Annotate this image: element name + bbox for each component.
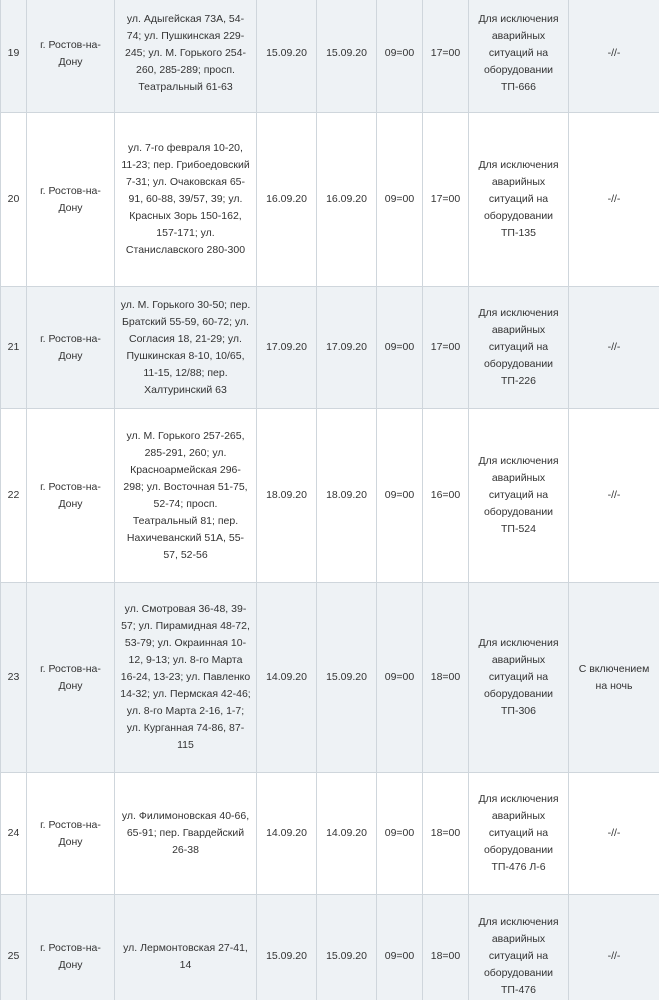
- row-note-cell: [569, 773, 659, 895]
- row-time-from: 09=00: [384, 193, 415, 205]
- row-address: ул. Адыгейская 73А, 54-74; ул. Пушкинская 229-245; ул. М. Горького 254-260, 285-289; просп. Театральный 61-63: [125, 13, 246, 93]
- row-date-from: 14.09.20: [266, 671, 307, 683]
- row-time-from-cell: [377, 409, 423, 583]
- row-time-from: 09=00: [384, 489, 415, 501]
- row-reason-cell: [469, 409, 569, 583]
- row-date-from: 17.09.20: [266, 341, 307, 353]
- row-note: -//-: [607, 193, 621, 205]
- row-note-cell: [569, 895, 659, 1000]
- row-date-from: 15.09.20: [266, 950, 307, 962]
- row-number-cell: [1, 583, 27, 773]
- row-time-to-cell: [423, 773, 469, 895]
- row-city-cell: [27, 773, 115, 895]
- row-date-to-cell: [317, 895, 377, 1000]
- row-reason: Для исключения аварийных ситуаций на оборудовании ТП-524: [478, 455, 559, 535]
- row-date-to: 15.09.20: [326, 950, 367, 962]
- row-date-to: 17.09.20: [326, 341, 367, 353]
- row-city: г. Ростов-на-Дону: [40, 941, 101, 971]
- row-time-to: 17=00: [430, 47, 461, 59]
- row-time-to: 18=00: [430, 827, 461, 839]
- row-date-from: 15.09.20: [266, 47, 307, 59]
- table-row: [1, 409, 659, 583]
- row-date-to-cell: [317, 113, 377, 287]
- row-date-to-cell: [317, 0, 377, 113]
- row-number: 23: [7, 671, 20, 683]
- row-city-cell: [27, 113, 115, 287]
- row-city-cell: [27, 409, 115, 583]
- row-note-cell: [569, 583, 659, 773]
- row-time-from-cell: [377, 113, 423, 287]
- row-city-cell: [27, 895, 115, 1000]
- row-number: 24: [7, 827, 20, 839]
- row-time-to-cell: [423, 287, 469, 409]
- row-number-cell: [1, 287, 27, 409]
- row-date-to-cell: [317, 287, 377, 409]
- row-time-from: 09=00: [384, 950, 415, 962]
- row-date-to: 14.09.20: [326, 827, 367, 839]
- row-date-from-cell: [257, 773, 317, 895]
- row-city: г. Ростов-на-Дону: [40, 480, 101, 510]
- table-row: [1, 113, 659, 287]
- row-number: 25: [7, 950, 20, 962]
- row-address-cell: [115, 409, 257, 583]
- row-city: г. Ростов-на-Дону: [40, 184, 101, 214]
- row-time-from-cell: [377, 0, 423, 113]
- row-city-cell: [27, 583, 115, 773]
- row-reason: Для исключения аварийных ситуаций на оборудовании ТП-226: [478, 307, 559, 387]
- table-row: [1, 773, 659, 895]
- row-number-cell: [1, 409, 27, 583]
- row-address: ул. Смотровая 36-48, 39-57; ул. Пирамидная 48-72, 53-79; ул. Окраинная 10-12, 9-13; ул. 8-го Марта 16-24, 13-23; ул. Павленко 14-32; ул. Пермская 42-46; ул. 8-го Марта 2-16, 1-7; ул. Курганная 74-86, 87-115: [120, 603, 251, 751]
- row-reason-cell: [469, 0, 569, 113]
- row-city: г. Ростов-на-Дону: [40, 818, 101, 848]
- row-time-to-cell: [423, 895, 469, 1000]
- row-time-from-cell: [377, 773, 423, 895]
- row-address: ул. М. Горького 30-50; пер. Братский 55-59, 60-72; ул. Согласия 18, 21-29; ул. Пушкинская 8-10, 10/65, 11-15, 12/88; пер. Халтуринский 63: [120, 298, 251, 396]
- row-time-to: 17=00: [430, 341, 461, 353]
- row-number-cell: [1, 113, 27, 287]
- row-reason-cell: [469, 287, 569, 409]
- row-time-to: 16=00: [430, 489, 461, 501]
- row-address: ул. М. Горького 257-265, 285-291, 260; ул. Красноармейская 296-298; ул. Восточная 51-75, 52-74; просп. Театральный 81; пер. Нахичеванский 51А, 55-57, 52-56: [123, 429, 248, 561]
- row-note: -//-: [607, 47, 621, 59]
- row-date-from-cell: [257, 113, 317, 287]
- row-address-cell: [115, 0, 257, 113]
- row-number-cell: [1, 773, 27, 895]
- row-date-to: 15.09.20: [326, 671, 367, 683]
- row-time-to: 18=00: [430, 671, 461, 683]
- row-time-to-cell: [423, 0, 469, 113]
- row-city-cell: [27, 0, 115, 113]
- row-reason-cell: [469, 583, 569, 773]
- row-time-from-cell: [377, 287, 423, 409]
- row-date-from-cell: [257, 287, 317, 409]
- row-note: С включением на ночь: [578, 662, 650, 692]
- row-note-cell: [569, 409, 659, 583]
- row-address: ул. Лермонтовская 27-41, 14: [123, 941, 248, 971]
- row-number-cell: [1, 895, 27, 1000]
- table-row: [1, 895, 659, 1000]
- row-date-from-cell: [257, 583, 317, 773]
- row-number: 21: [7, 341, 20, 353]
- row-date-from: 16.09.20: [266, 193, 307, 205]
- row-address-cell: [115, 583, 257, 773]
- row-date-to: 18.09.20: [326, 489, 367, 501]
- row-number: 19: [7, 47, 20, 59]
- row-time-to: 18=00: [430, 950, 461, 962]
- row-time-from: 09=00: [384, 47, 415, 59]
- row-reason: Для исключения аварийных ситуаций на оборудовании ТП-476: [478, 916, 559, 996]
- row-address-cell: [115, 895, 257, 1000]
- row-date-from: 14.09.20: [266, 827, 307, 839]
- row-time-to-cell: [423, 113, 469, 287]
- table-row: [1, 0, 659, 113]
- row-date-to: 15.09.20: [326, 47, 367, 59]
- row-reason: Для исключения аварийных ситуаций на оборудовании ТП-476 Л-6: [478, 793, 559, 873]
- row-number: 22: [7, 489, 20, 501]
- row-reason-cell: [469, 895, 569, 1000]
- row-reason: Для исключения аварийных ситуаций на оборудовании ТП-135: [478, 159, 559, 239]
- row-date-from-cell: [257, 409, 317, 583]
- row-time-from: 09=00: [384, 827, 415, 839]
- row-note-cell: [569, 0, 659, 113]
- row-date-to: 16.09.20: [326, 193, 367, 205]
- row-time-from: 09=00: [384, 341, 415, 353]
- row-date-to-cell: [317, 773, 377, 895]
- table-row: [1, 583, 659, 773]
- row-note: -//-: [607, 950, 621, 962]
- row-date-from-cell: [257, 895, 317, 1000]
- row-time-from-cell: [377, 583, 423, 773]
- row-address-cell: [115, 773, 257, 895]
- row-time-to-cell: [423, 409, 469, 583]
- row-address-cell: [115, 287, 257, 409]
- row-number-cell: [1, 0, 27, 113]
- row-date-to-cell: [317, 409, 377, 583]
- row-address: ул. Филимоновская 40-66, 65-91; пер. Гвардейский 26-38: [121, 810, 250, 856]
- row-address-cell: [115, 113, 257, 287]
- row-time-from-cell: [377, 895, 423, 1000]
- table-body: [1, 0, 659, 1000]
- row-note: -//-: [607, 489, 621, 501]
- row-reason: Для исключения аварийных ситуаций на оборудовании ТП-666: [478, 13, 559, 93]
- row-note-cell: [569, 287, 659, 409]
- row-time-to: 17=00: [430, 193, 461, 205]
- row-date-from: 18.09.20: [266, 489, 307, 501]
- row-note-cell: [569, 113, 659, 287]
- row-address: ул. 7-го февраля 10-20, 11-23; пер. Грибоедовский 7-31; ул. Очаковская 65-91, 60-88, 39/57, 39; ул. Красных Зорь 150-162, 157-171; ул. Станиславского 280-300: [121, 142, 250, 256]
- table-row: [1, 287, 659, 409]
- row-time-from: 09=00: [384, 671, 415, 683]
- row-city-cell: [27, 287, 115, 409]
- row-note: -//-: [607, 827, 621, 839]
- row-reason-cell: [469, 113, 569, 287]
- row-time-to-cell: [423, 583, 469, 773]
- row-city: г. Ростов-на-Дону: [40, 332, 101, 362]
- row-reason-cell: [469, 773, 569, 895]
- row-date-to-cell: [317, 583, 377, 773]
- row-city: г. Ростов-на-Дону: [40, 38, 101, 68]
- row-number: 20: [7, 193, 20, 205]
- row-note: -//-: [607, 341, 621, 353]
- row-date-from-cell: [257, 0, 317, 113]
- row-city: г. Ростов-на-Дону: [40, 662, 101, 692]
- row-reason: Для исключения аварийных ситуаций на оборудовании ТП-306: [478, 637, 559, 717]
